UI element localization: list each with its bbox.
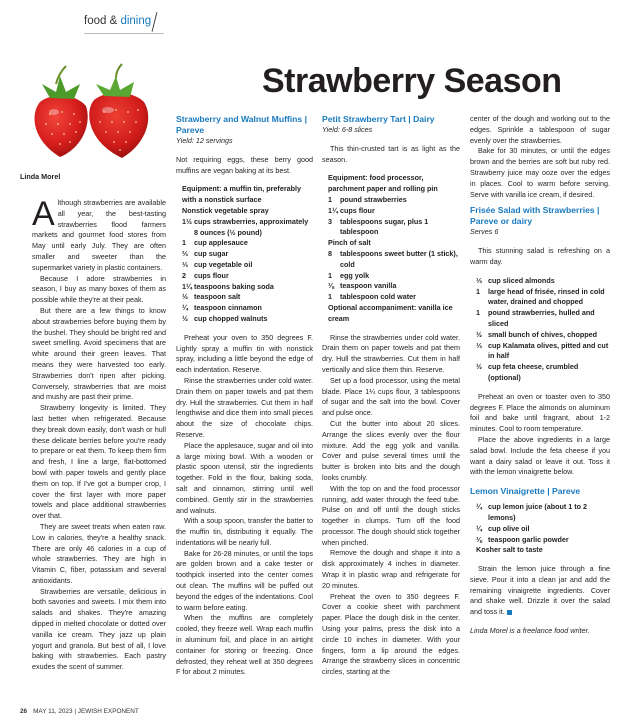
strawberries-photo	[20, 62, 170, 167]
ingredient-row: ¼ cup lemon juice (about 1 to 2 lemons)	[476, 502, 588, 522]
ingredient-row: 1¼ teaspoons baking soda	[182, 281, 274, 291]
intro-paragraph: Strawberries are versatile, delicious in both savories and sweets. I mix them into salads and shakes. They're amazing dipped in melted chocolate or dotted over vanilla ice cream. They jazz up plain yogurt and granola. But best of all, I love baking with strawberries. Each pastry exudes the scent of summer.	[32, 586, 166, 672]
recipe-step: Place the applesauce, sugar and oil into a large mixing bowl. With a wooden or plastic spoon utensil, stir the ingredients together. Fold in the flour, baking soda, salt and cinnamon, stirring until well combined. Gently stir in the strawberries and walnuts.	[176, 440, 313, 515]
page-number: 26	[20, 708, 28, 715]
ingredient-row: ¼ teaspoon cinnamon	[182, 303, 262, 313]
ingredient-row: ⅛ teaspoon garlic powder	[476, 534, 569, 544]
recipe-step: Strain the lemon juice through a fine sieve. Pour it into a clean jar and add the remaining vinaigrette ingredients. Cover and shake well. Drizzle it over the salad and toss it.	[470, 564, 610, 617]
ingredient-row: Kosher salt to taste	[476, 545, 543, 555]
intro-paragraph: But there are a few things to know about strawberries before buying them by the bushel. They should be bright red and sweet smelling. Avoid specimens that are white around their green leaves. That means they were harvested too early. Strawberries don't ripen after picking. Conversely, strawberries that are moist and mushy are past their prime.	[32, 305, 166, 402]
ingredient-row: 8 tablespoons sweet butter (1 stick), cold	[328, 248, 458, 269]
recipe-step: Cut the butter into about 20 slices. Arrange the slices evenly over the flour mixture. Add the egg yolk and vanilla. Cover and pulse several times until the butter is broken into bits and the dough looks crumbly.	[322, 418, 460, 482]
recipe-step: Preheat the oven to 350 degrees F. Cover a cookie sheet with parchment paper. Place the dough disk in the center. Using your palms, press the disk into a circle 10 inches in diameter. With your fingers, form a lip around the edges. Arrange the strawberry slices in concentric circles, starting at the	[322, 591, 460, 677]
equipment-line: Equipment: food processor, parchment paper and rolling pin	[328, 173, 438, 194]
recipe-intro: Not requiring eggs, these berry good muffins are vegan baking at its best.	[176, 154, 313, 175]
recipe-title: Frisée Salad with Strawberries | Pareve or dairy	[470, 205, 600, 227]
ingredient-row: 2 cups flour	[182, 270, 229, 280]
ingredients-list	[328, 173, 460, 324]
byline: Linda Morel	[20, 172, 61, 181]
end-square-icon	[507, 610, 512, 615]
recipe-intro: This stunning salad is refreshing on a warm day.	[470, 246, 610, 266]
author-bio: Linda Morel is a freelance food writer.	[470, 626, 590, 636]
ingredient-row: ½ teaspoon salt	[182, 292, 241, 302]
ingredients-list	[476, 502, 610, 556]
recipe-title: Petit Strawberry Tart | Dairy	[322, 114, 435, 124]
recipe-step: With a soup spoon, transfer the batter to the muffin tin, distributing it equally. The indentations will be nearly full.	[176, 516, 313, 547]
equipment-line: Equipment: a muffin tin, preferably with a nonstick surface	[182, 184, 302, 205]
ingredient-row: ⅓ cup sliced almonds	[476, 275, 555, 285]
ingredient-row: 1¼ cups flour	[328, 205, 375, 215]
section-slash	[152, 12, 158, 32]
ingredient-row: 1 cup applesauce	[182, 238, 248, 248]
ingredient-row: ⅛ teaspoon vanilla	[328, 281, 397, 291]
section-amp: &	[106, 15, 121, 27]
recipe-step: Place the above ingredients in a large salad bowl. Include the feta cheese if you want a dairy salad or leave it out. Toss it with the lemon vinaigrette below.	[470, 434, 610, 477]
ingredient-row: 1½ cups strawberries, approximately 8 ounces (½ pound)	[182, 216, 309, 237]
ingredients-list	[476, 276, 610, 384]
recipe-step: Bake for 26-28 minutes, or until the tops are golden brown and a cake tester or toothpick inserted into the center comes out clean. The muffins will be puffed out beyond the edges of the indentations. Cool to warm before eating.	[176, 548, 313, 612]
drop-cap: A	[32, 195, 55, 233]
recipe-intro: This thin-crusted tart is as light as the season.	[322, 143, 460, 164]
section-rule	[84, 33, 164, 34]
article-title: Strawberry Season	[262, 62, 562, 100]
recipe-step: Rinse the strawberries under cold water. Drain them on paper towels and pat them dry. Hull the strawberries. Cut them in half vertically and slice them thin. Reserve.	[322, 332, 460, 374]
section-label	[84, 15, 151, 27]
recipe-yield: Yield: 6-8 slices	[322, 125, 373, 134]
recipe-step: Bake for 30 minutes, or until the edges brown and the berries are soft but ruby red. Strawberry juice may ooze over the edges in places. Cool to warm before serving. Serve with vanilla ice cream, if desired.	[470, 146, 610, 199]
ingredient-row: Optional accompaniment: vanilla ice cream	[328, 302, 453, 323]
ingredient-row: 1 pound strawberries, hulled and sliced	[476, 308, 595, 328]
ingredient-row: 1 tablespoon cold water	[328, 292, 416, 302]
ingredient-row: ⅓ cup Kalamata olives, pitted and cut in half	[476, 340, 609, 361]
recipe-title: Lemon Vinaigrette | Pareve	[470, 486, 581, 497]
footer-info: MAY 11, 2023 | JEWISH EXPONENT	[33, 708, 139, 715]
recipe-yield: Serves 6	[470, 227, 499, 237]
recipe-step: center of the dough and working out to the edges. Sprinkle a tablespoon of sugar evenly over the strawberries.	[470, 114, 610, 145]
intro-paragraph: Because I adore strawberries in season, I buy as many boxes of them as possible while they're at their peak.	[32, 273, 166, 305]
ingredient-row: Nonstick vegetable spray	[182, 205, 269, 215]
ingredient-row: 1 pound strawberries	[328, 194, 407, 204]
recipe-step: Remove the dough and shape it into a disk approximately 4 inches in diameter. Wrap it in plastic wrap and refrigerate for 20 minutes.	[322, 548, 460, 590]
ingredient-row: ½ small bunch of chives, chopped	[476, 329, 598, 339]
recipe-step: Set up a food processor, using the metal blade. Place 1¼ cups flour, 3 tablespoons of sugar and the salt into the bowl. Cover and pulse once.	[322, 375, 460, 418]
recipe-step: Rinse the strawberries under cold water. Drain them on paper towels and pat them dry. Hull the strawberries. Cut them in half lengthwise and dice them into small pieces about the size of chocolate chips. Reserve.	[176, 375, 313, 439]
ingredient-row: ½ cup chopped walnuts	[182, 313, 268, 323]
intro-first-text: lthough strawberries are available all year, the best-tasting strawberries flood farmers markets and gourmet food stores from May until early July. They are often smaller and sweeter than the supermarket variety in plastic containers.	[32, 198, 166, 272]
section-dining: dining	[120, 15, 152, 27]
ingredient-row: ⅓ cup vegetable oil	[182, 259, 253, 269]
ingredient-row: 1 large head of frisée, rinsed in cold water, drained and chopped	[476, 286, 605, 307]
tart-recipe-column	[322, 114, 460, 678]
article-intro-column	[32, 195, 166, 673]
strawberries-illustration	[20, 62, 170, 167]
ingredient-row: 3 tablespoons sugar, plus 1 tablespoon	[328, 216, 429, 237]
recipe-step: When the muffins are completely cooled, they freeze well. Wrap each muffin in aluminum foil, and place in an airtight container for storing or freezing. Once defrosted, they reheat well at 350 degrees F for about 2 minutes.	[176, 613, 313, 677]
intro-first-paragraph	[32, 195, 166, 274]
salad-recipe-column	[470, 114, 610, 637]
recipe-title: Strawberry and Walnut Muffins | Pareve	[176, 114, 307, 135]
intro-paragraph: Strawberry longevity is limited. They last better when refrigerated. Because they break down easily, don't wash or hull these delicate berries before you're ready to prepare or eat them. To keep them firm and fresh, I line a large, flat-bottomed bowl with paper towels and gently place them on top. If I've got a bumper crop, I cover the first layer with more paper towels and place additional strawberries over that.	[32, 403, 166, 521]
intro-paragraph: They are sweet treats when eaten raw. Low in calories, they're a healthy snack. There are only 46 calories in a cup of whole strawberries. They are high in Vitamin C, fiber, potassium and several antioxidants.	[32, 521, 166, 585]
ingredient-row: 1 egg yolk	[328, 270, 370, 280]
recipe-step: With the top on and the food processor running, add water through the feed tube. Pulse on and off until the dough sticks together in clumps. Turn off the food processor. The dough should stick together when pinched.	[322, 483, 460, 547]
ingredient-row: ½ cup feta cheese, crumbled (optional)	[476, 362, 579, 382]
section-food: food	[84, 15, 107, 27]
recipe-step: Preheat an oven or toaster oven to 350 degrees F. Place the almonds on aluminum foil and bake until fragrant, about 1-2 minutes. Cool to room temperature.	[470, 391, 610, 434]
ingredient-row: ⅔ cup sugar	[182, 249, 229, 259]
muffins-recipe-column	[176, 114, 313, 678]
ingredient-row: ¼ cup olive oil	[476, 523, 530, 533]
ingredient-row: Pinch of salt	[328, 238, 371, 248]
recipe-yield: Yield: 12 servings	[176, 136, 233, 145]
recipe-step: Preheat your oven to 350 degrees F. Lightly spray a muffin tin with nonstick spray, including a little beyond the edge of each indentation. Reserve.	[176, 332, 313, 375]
page-footer	[20, 708, 139, 715]
ingredients-list	[182, 184, 313, 324]
